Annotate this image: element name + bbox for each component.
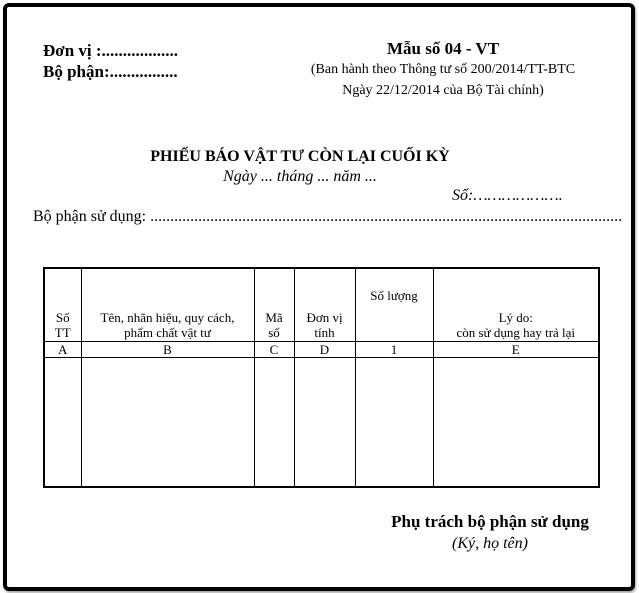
header-code-line2: số [268, 325, 280, 340]
cell-code [254, 358, 294, 488]
header-stt [44, 268, 81, 342]
header-reason-line2: còn sử dụng hay trả lại [456, 325, 576, 340]
code-c: C [254, 342, 294, 358]
code-1: 1 [355, 342, 433, 358]
table-header-row [44, 268, 599, 342]
document-title: PHIẾU BÁO VẬT TƯ CÒN LẠI CUỐI KỲ [150, 148, 450, 165]
cell-reason [433, 358, 599, 488]
header-unit-line2: tính [314, 325, 335, 340]
table-code-row [44, 342, 599, 358]
header-quantity: Số lượng [355, 268, 433, 342]
department-field: Bộ phận:................ [43, 62, 178, 81]
header-item-name-line2: phẩm chất vật tư [124, 325, 211, 340]
materials-table [43, 267, 600, 488]
cell-stt [44, 358, 81, 488]
signature-title: Phụ trách bộ phận sử dụng [391, 512, 589, 531]
header-stt-line1: Số [55, 310, 70, 325]
cell-item-name [81, 358, 254, 488]
cell-quantity [355, 358, 433, 488]
date-line: Ngày ... tháng ... năm ... [223, 168, 377, 185]
table-row [44, 358, 599, 488]
header-code [254, 268, 294, 342]
unit-field: Đơn vị :.................. [43, 41, 179, 60]
code-b: B [81, 342, 254, 358]
header-item-name-line1: Tên, nhãn hiệu, quy cách, [100, 310, 235, 325]
using-department-field: Bộ phận sử dụng: ...................................................................................................................... [33, 208, 623, 225]
form-number: Mẫu số 04 - VT [386, 39, 500, 58]
header-item-name [81, 268, 254, 342]
header-unit-line1: Đơn vị [306, 310, 343, 325]
code-d: D [294, 342, 355, 358]
header-stt-line2: TT [54, 325, 71, 340]
cell-unit [294, 358, 355, 488]
issued-by-line-1: (Ban hành theo Thông tư số 200/2014/TT-BTC [310, 62, 576, 77]
header-code-line1: Mã [265, 310, 283, 325]
code-a: A [44, 342, 81, 358]
header-reason-line1: Lý do: [498, 310, 533, 325]
code-e: E [433, 342, 599, 358]
document-number: Số:………………. [452, 187, 563, 204]
signature-note: (Ký, họ tên) [452, 535, 528, 552]
header-reason [433, 268, 599, 342]
issued-by-line-2: Ngày 22/12/2014 của Bộ Tài chính) [342, 83, 544, 98]
unit-block [43, 40, 178, 82]
header-unit [294, 268, 355, 342]
